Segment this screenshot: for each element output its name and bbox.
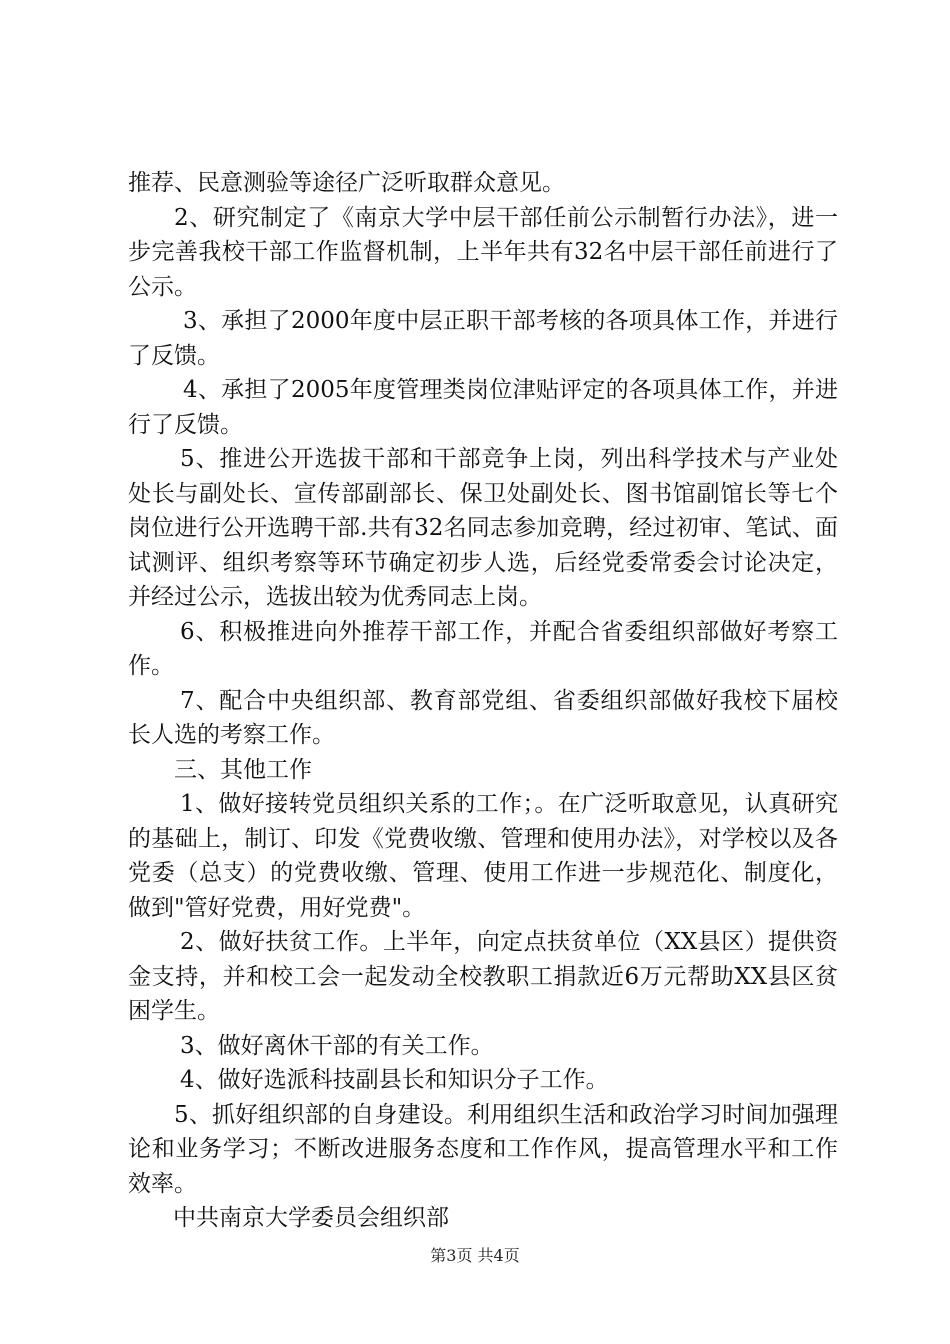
signature-line: 中共南京大学委员会组织部 bbox=[173, 1205, 449, 1231]
paragraph-item-6-recommendation: 6、积极推进向外推荐干部工作，并配合省委组织部做好考察工作。 bbox=[128, 618, 838, 679]
page-footer: 第3页 共4页 bbox=[430, 1246, 520, 1265]
paragraph-item-4-allowance: 4、承担了2005年度管理类岗位津贴评定的各项具体工作，并进行了反馈。 bbox=[128, 377, 838, 438]
paragraph-continuation: 推荐、民意测验等途径广泛听取群众意见。 bbox=[128, 170, 565, 196]
paragraph-item-5-open-selection: 5、推进公开选拔干部和干部竞争上岗，列出科学技术与产业处处长与副处长、宣传部副部长、保卫处副处长、图书馆副馆长等七个岗位进行公开选聘干部.共有32名同志参加竞聘，经过初审、笔试、面试测评、组织考察等环节确定初步人选，后经党委常委会讨论决定，并经过公示，选拔出较为优秀同志上岗。 bbox=[128, 446, 838, 610]
paragraph-other-4-deputy-county-heads: 4、做好选派科技副县长和知识分子工作。 bbox=[180, 1067, 609, 1093]
paragraph-item-3-assessment: 3、承担了2000年度中层正职干部考核的各项具体工作，并进行了反馈。 bbox=[128, 308, 838, 369]
document-body bbox=[128, 166, 838, 1236]
paragraph-item-2-disclosure-rules: 2、研究制定了《南京大学中层干部任前公示制暂行办法》，进一步完善我校干部工作监督机制，上半年共有32名中层干部任前进行了公示。 bbox=[128, 204, 838, 300]
paragraph-other-2-poverty-relief: 2、做好扶贫工作。上半年，向定点扶贫单位（XX县区）提供资金支持，并和校工会一起发动全校教职工捐款近6万元帮助XX县区贫困学生。 bbox=[128, 929, 838, 1024]
section-heading-other-work: 三、其他工作 bbox=[174, 756, 312, 783]
paragraph-other-3-retired-cadres: 3、做好离休干部的有关工作。 bbox=[180, 1032, 494, 1059]
paragraph-item-7-president-selection: 7、配合中央组织部、教育部党组、省委组织部做好我校下届校长人选的考察工作。 bbox=[128, 687, 838, 748]
paragraph-other-1-party-dues: 1、做好接转党员组织关系的工作；。在广泛听取意见，认真研究的基础上，制订、印发《党费收缴、管理和使用办法》，对学校以及各党委（总支）的党费收缴、管理、使用工作进一步规范化、制度化，做到"管好党费，用好党费"。 bbox=[128, 791, 838, 921]
paragraph-other-5-self-building: 5、抓好组织部的自身建设。利用组织生活和政治学习时间加强理论和业务学习；不断改进服务态度和工作作风，提高管理水平和工作效率。 bbox=[128, 1101, 838, 1197]
